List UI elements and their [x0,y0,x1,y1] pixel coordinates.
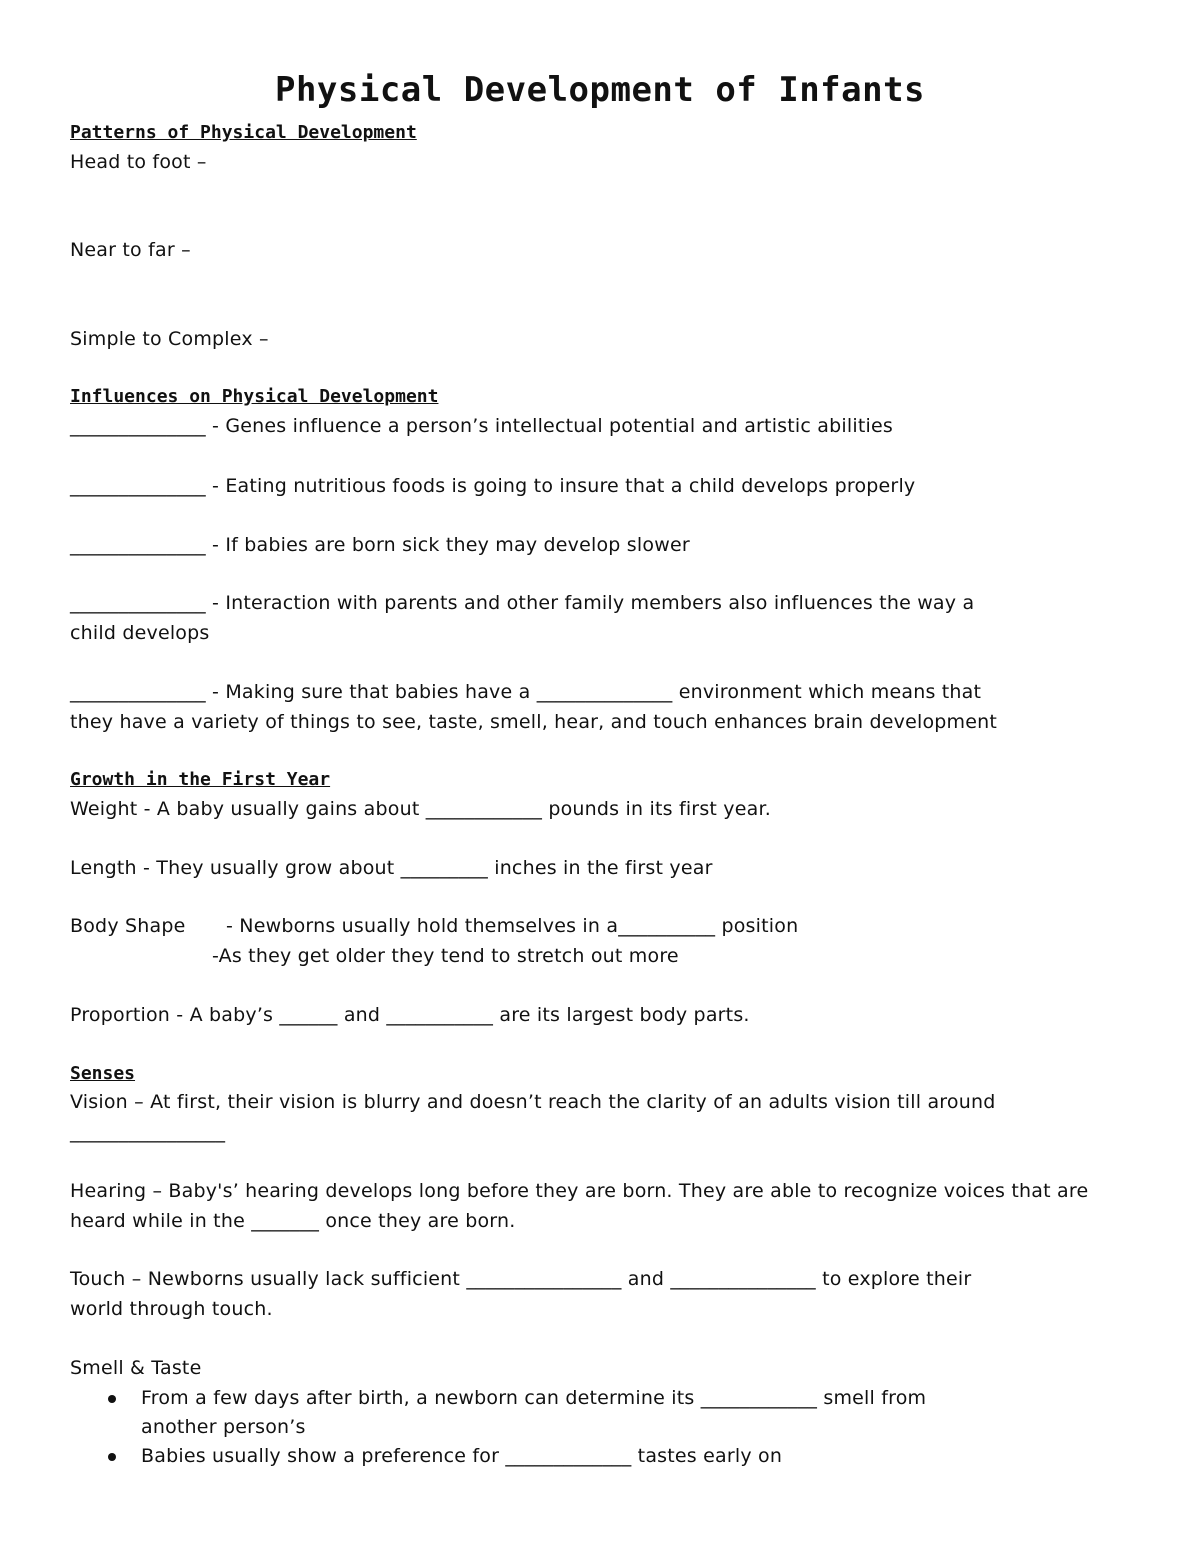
weight-line: Weight - A baby usually gains about ____________ pounds in its first year. [70,798,771,820]
head-to-foot-line: Head to foot – [70,151,207,173]
section-heading-senses: Senses [70,1063,136,1084]
vision-line-cont: ________________ [70,1121,226,1143]
smell-taste-label: Smell & Taste [70,1357,202,1379]
hearing-line: Hearing – Baby's’ hearing develops long before they are born. They are able to recognize voices that are [70,1180,1089,1202]
influence-line-1: ______________ - Genes influence a person’s intellectual potential and artistic abilities [70,415,893,437]
taste-bullet-line: Babies usually show a preference for _____________ tastes early on [141,1445,783,1467]
section-heading-patterns: Patterns of Physical Development [70,122,417,143]
bullet-dot-icon [108,1395,116,1403]
touch-line: Touch – Newborns usually lack sufficient ________________ and _______________ to explore their [70,1268,972,1290]
influence-line-5: ______________ - Making sure that babies have a ______________ environment which means that [70,681,982,703]
bullet-dot-icon [108,1453,116,1461]
influence-line-4-cont: child develops [70,622,210,644]
section-heading-growth: Growth in the First Year [70,769,331,790]
body-shape-line-2: -As they get older they tend to stretch out more [212,945,679,967]
touch-line-cont: world through touch. [70,1298,273,1320]
body-shape-line-1: - Newborns usually hold themselves in a__________ position [226,915,799,937]
body-shape-label: Body Shape [70,915,186,937]
page-title: Physical Development of Infants [274,70,926,110]
smell-bullet-line: From a few days after birth, a newborn can determine its ____________ smell from [141,1387,927,1409]
influence-line-3: ______________ - If babies are born sick they may develop slower [70,534,690,556]
influence-line-5-cont: they have a variety of things to see, taste, smell, hear, and touch enhances brain development [70,711,998,733]
influence-line-4: ______________ - Interaction with parents and other family members also influences the way a [70,592,975,614]
smell-bullet-line-cont: another person’s [141,1416,306,1438]
near-to-far-line: Near to far – [70,239,191,261]
influence-line-2: ______________ - Eating nutritious foods is going to insure that a child develops properly [70,475,916,497]
proportion-line: Proportion - A baby’s ______ and ___________ are its largest body parts. [70,1004,750,1026]
hearing-line-cont: heard while in the _______ once they are born. [70,1210,516,1232]
vision-line: Vision – At first, their vision is blurry and doesn’t reach the clarity of an adults vision till around [70,1091,996,1113]
section-heading-influences: Influences on Physical Development [70,386,439,407]
simple-to-complex-line: Simple to Complex – [70,328,269,350]
length-line: Length - They usually grow about _________ inches in the first year [70,857,713,879]
